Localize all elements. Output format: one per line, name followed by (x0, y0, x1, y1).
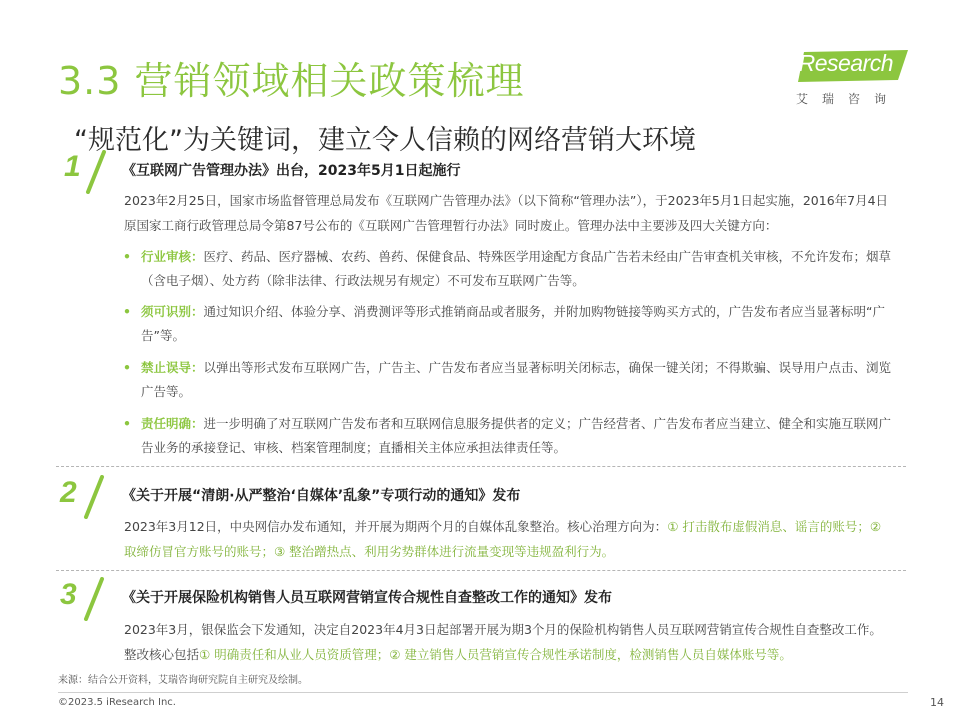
source-note: 来源：结合公开资料，艾瑞咨询研究院自主研究及绘制。 (58, 675, 308, 686)
section-number: 3 (60, 578, 77, 611)
bullet-keyword: 须可识别： (141, 304, 204, 319)
bullet-dot-icon: • (123, 416, 131, 431)
bullet-keyword: 禁止误导： (141, 360, 204, 375)
section-title: 《关于开展保险机构销售人员互联网营销宣传合规性自查整改工作的通知》发布 (122, 590, 612, 606)
section-divider (56, 466, 906, 467)
section-intro: 2023年3月12日，中央网信办发布通知，并开展为期两个月的自媒体乱象整治。核心治理方向为： (124, 519, 668, 534)
bullet-keyword: 责任明确： (141, 416, 204, 431)
section-title: 《关于开展“清朗·从严整治‘自媒体’乱象”专项行动的通知》发布 (122, 488, 521, 504)
logo-text: iResearch (794, 50, 894, 76)
bullet-dot-icon: • (123, 304, 131, 319)
bullet-keyword: 行业审核： (141, 249, 204, 264)
section-body (124, 617, 894, 667)
section-intro: 2023年2月25日，国家市场监督管理总局发布《互联网广告管理办法》（以下简称“管理办法”），于2023年5月1日起实施，2016年7月4日原国家工商行政管理总局令第87号公布的《互联网广告管理暂行办法》同时废止。管理办法中主要涉及四大关键方向： (124, 193, 889, 233)
iresearch-logo (788, 46, 914, 108)
section-title: 《互联网广告管理办法》出台，2023年5月1日起施行 (122, 163, 461, 179)
list-item (124, 356, 894, 404)
section-number: 1 (64, 150, 81, 183)
section-divider (56, 570, 906, 571)
bullet-dot-icon: • (123, 249, 131, 264)
page-number: 14 (930, 696, 944, 709)
page-subtitle: “规范化”为关键词，建立令人信赖的网络营销大环境 (74, 125, 696, 156)
copyright: ©2023.5 iResearch Inc. (58, 697, 176, 708)
page-title: 3.3 营销领域相关政策梳理 (58, 59, 525, 103)
section-body (124, 514, 894, 564)
section-number: 2 (60, 476, 77, 509)
section-highlight: ① 打击散布虚假消息、谣言的账号；② 取缔仿冒官方账号的账号；③ 整治蹭热点、利用劣势群体进行流量变现等违规盈利行为。 (124, 519, 882, 559)
bullet-dot-icon: • (123, 360, 131, 375)
logo-chinese-name: 艾瑞咨询 (796, 92, 901, 106)
slash-icon (84, 150, 108, 194)
bullet-text: 医疗、药品、医疗器械、农药、兽药、保健食品、特殊医学用途配方食品广告若未经由广告审查机关审核，不允许发布；烟草（含电子烟）、处方药（除非法律、行政法规另有规定）不可发布互联网广告等。 (141, 249, 892, 288)
bullet-text: 进一步明确了对互联网广告发布者和互联网信息服务提供者的定义；广告经营者、广告发布者应当建立、健全和实施互联网广告业务的承接登记、审核、档案管理制度；直播相关主体应承担法律责任等。 (141, 416, 892, 455)
list-item (124, 412, 894, 460)
bullet-text: 以弹出等形式发布互联网广告，广告主、广告发布者应当显著标明关闭标志，确保一键关闭；不得欺骗、误导用户点击、浏览广告等。 (141, 360, 892, 399)
list-item (124, 300, 894, 348)
section-intro: 2023年3月，银保监会下发通知，决定自2023年4月3日起部署开展为期3个月的保险机构销售人员互联网营销宣传合规性自查整改工作。整改核心包括 (124, 622, 882, 662)
footer-divider (58, 692, 908, 693)
slash-icon (82, 577, 106, 621)
list-item (124, 245, 894, 293)
slash-icon (82, 475, 106, 519)
bullet-text: 通过知识介绍、体验分享、消费测评等形式推销商品或者服务，并附加购物链接等购买方式的，广告发布者应当显著标明“广告”等。 (141, 304, 885, 343)
section-highlight: ① 明确责任和从业人员资质管理；② 建立销售人员营销宣传合规性承诺制度，检测销售人员自媒体账号等。 (199, 647, 792, 662)
